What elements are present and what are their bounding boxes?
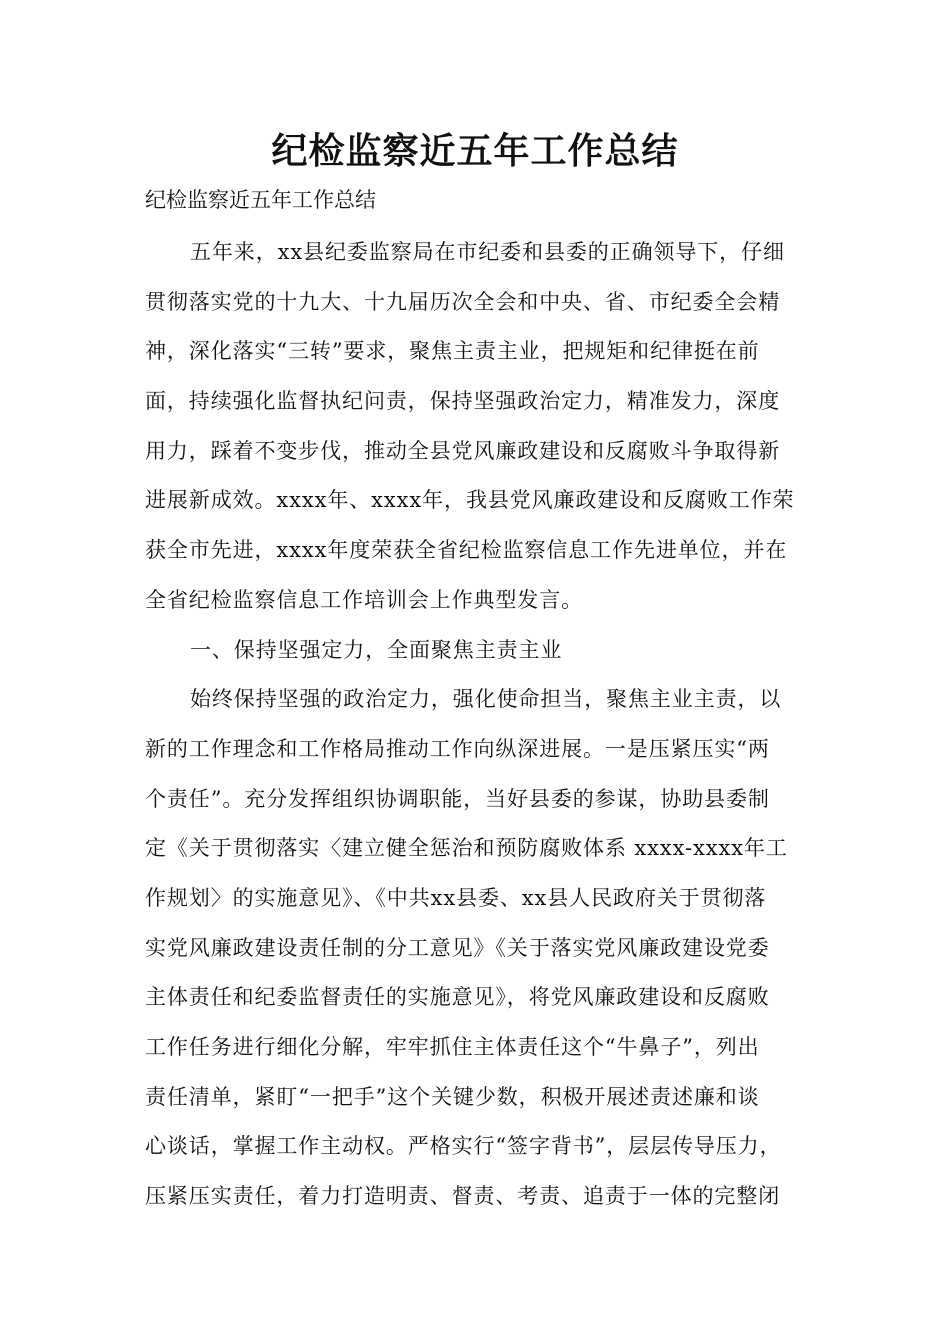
body-line: 用力，踩着不变步伐，推动全县党风廉政建设和反腐败斗争取得新: [145, 438, 781, 463]
body-line: 责任清单，紧盯“一把手”这个关键少数，积极开展述责述廉和谈: [145, 1084, 760, 1109]
body-line: 工作任务进行细化分解，牢牢抓住主体责任这个“牛鼻子”，列出: [145, 1035, 760, 1059]
section-heading: 一、保持坚强定力，全面聚焦主责主业: [190, 637, 563, 662]
document-subtitle: 纪检监察近五年工作总结: [145, 188, 376, 212]
body-line: 获全市先进，xxxx年度荣获全省纪检监察信息工作先进单位，并在: [145, 538, 788, 563]
body-line: 压紧压实责任，着力打造明责、督责、考责、追责于一体的完整闭: [145, 1184, 781, 1209]
body-line: 全省纪检监察信息工作培训会上作典型发言。: [145, 587, 583, 612]
document-title: 纪检监察近五年工作总结: [271, 131, 679, 172]
body-line: 新的工作理念和工作格局推动工作向纵深进展。一是压紧压实“两: [145, 736, 770, 761]
body-line: 进展新成效。xxxx年、xxxx年，我县党风廉政建设和反腐败工作荣: [145, 488, 795, 513]
body-line: 始终保持坚强的政治定力，强化使命担当，聚焦主业主责，以: [190, 687, 782, 712]
document-body: [145, 234, 817, 1228]
body-line: 五年来，xx县纪委监察局在市纪委和县委的正确领导下，仔细: [190, 240, 785, 264]
body-line: 心谈话，掌握工作主动权。严格实行“签字背书”，层层传导压力，: [145, 1134, 782, 1159]
body-line: 主体责任和纪委监督责任的实施意见》，将党风廉政建设和反腐败: [145, 985, 770, 1010]
body-line: 定《关于贯彻落实〈建立健全惩治和预防腐败体系 xxxx-xxxx年工: [145, 836, 788, 861]
body-line: 实党风廉政建设责任制的分工意见》《关于落实党风廉政建设党委: [145, 935, 770, 960]
body-line: 贯彻落实党的十九大、十九届历次全会和中央、省、市纪委全会精: [145, 289, 781, 314]
body-line: 作规划〉的实施意见》、《中共xx县委、xx县人民政府关于贯彻落: [145, 885, 767, 910]
body-line: 个责任”。充分发挥组织协调职能，当好县委的参谋，协助县委制: [145, 786, 770, 811]
body-line: 神，深化落实“三转”要求，聚焦主责主业，把规矩和纪律挺在前: [145, 339, 760, 364]
body-line: 面，持续强化监督执纪问责，保持坚强政治定力，精准发力，深度: [145, 389, 781, 414]
